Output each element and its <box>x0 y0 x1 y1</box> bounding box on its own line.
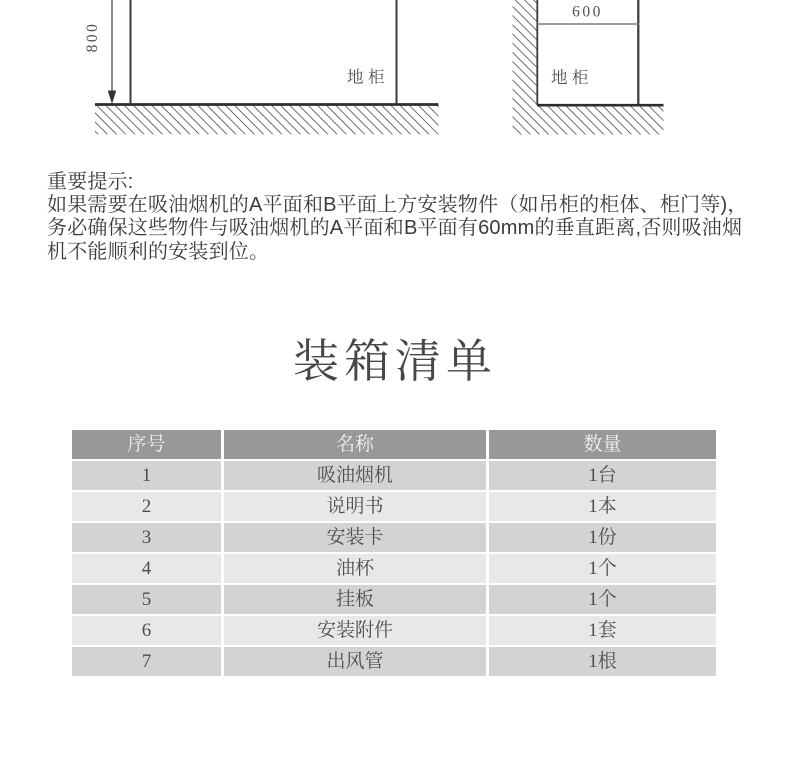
packing-list-title: 装箱清单 <box>293 335 497 387</box>
table-cell-name: 安装附件 <box>224 616 486 645</box>
column-header-name: 名称 <box>224 430 486 459</box>
notice-line: 机不能顺利的安装到位。 <box>47 240 270 263</box>
installation-diagram-side <box>513 0 664 135</box>
notice-heading: 重要提示: <box>47 171 134 193</box>
dimension-arrow-down <box>108 91 116 105</box>
table-cell-quantity: 1个 <box>489 585 716 614</box>
installation-diagrams <box>0 0 790 160</box>
dimension-label-600: 600 <box>572 3 603 21</box>
table-cell-name: 安装卡 <box>224 523 486 552</box>
table-cell-index: 7 <box>72 647 221 676</box>
table-cell-index: 1 <box>72 461 221 490</box>
table-cell-index: 5 <box>72 585 221 614</box>
table-cell-quantity: 1本 <box>489 492 716 521</box>
table-cell-quantity: 1份 <box>489 523 716 552</box>
table-cell-index: 6 <box>72 616 221 645</box>
important-notice <box>47 171 757 264</box>
installation-diagram-front <box>84 0 439 134</box>
packing-list-table <box>72 430 716 676</box>
column-header-index: 序号 <box>72 430 221 459</box>
table-cell-name: 说明书 <box>224 492 486 521</box>
table-cell-name: 挂板 <box>224 585 486 614</box>
table-cell-name: 出风管 <box>224 647 486 676</box>
table-cell-index: 4 <box>72 554 221 583</box>
table-cell-quantity: 1套 <box>489 616 716 645</box>
column-header-quantity: 数量 <box>489 430 716 459</box>
notice-line: 务必确保这些物件与吸油烟机的A平面和B平面有60mm的垂直距离,否则吸油烟 <box>47 217 743 240</box>
table-cell-quantity: 1台 <box>489 461 716 490</box>
table-cell-quantity: 1个 <box>489 554 716 583</box>
notice-line: 如果需要在吸油烟机的A平面和B平面上方安装物件（如吊柜的柜体、柜门等)， <box>47 194 748 217</box>
dimension-label-800: 800 <box>84 21 101 53</box>
table-cell-name: 吸油烟机 <box>224 461 486 490</box>
floor-cabinet-label-right: 地柜 <box>551 68 593 87</box>
table-cell-name: 油杯 <box>224 554 486 583</box>
table-cell-index: 3 <box>72 523 221 552</box>
table-cell-index: 2 <box>72 492 221 521</box>
floor-hatching-left <box>95 106 439 135</box>
floor-cabinet-label-left: 地柜 <box>347 67 389 87</box>
table-cell-quantity: 1根 <box>489 647 716 676</box>
